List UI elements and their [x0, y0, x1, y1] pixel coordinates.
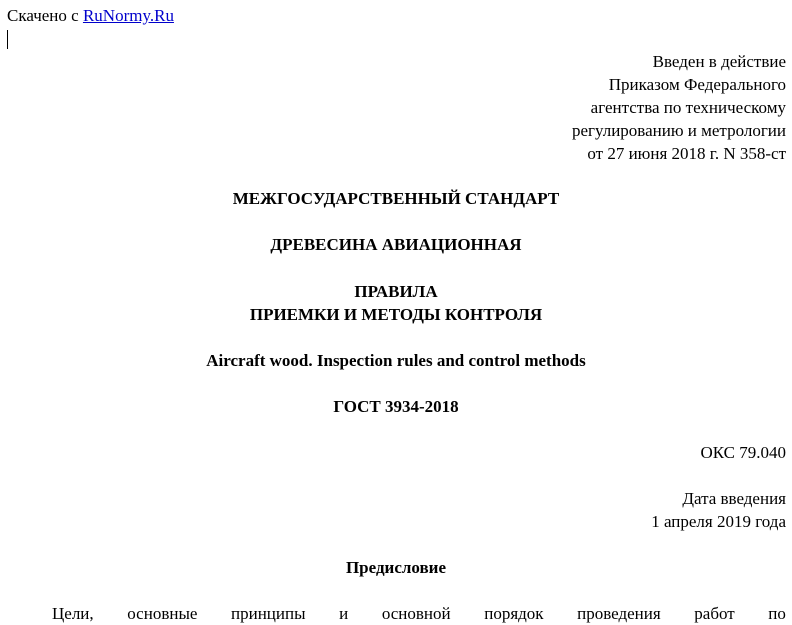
source-link[interactable]: RuNormy.Ru — [82, 6, 174, 25]
enactment-line-2: Приказом Федерального — [608, 75, 786, 94]
oks-code: ОКС 79.040 — [700, 443, 786, 462]
title-main: ДРЕВЕСИНА АВИАЦИОННАЯ — [270, 235, 522, 254]
title-english: Aircraft wood. Inspection rules and control methods — [206, 351, 586, 370]
preface-word: основные — [127, 604, 198, 623]
enactment-line-5: от 27 июня 2018 г. N 358-ст — [587, 144, 786, 163]
preface-first-line — [52, 604, 786, 624]
preface-word: и — [339, 604, 349, 623]
enactment-line-4: регулированию и метрологии — [571, 121, 786, 140]
source-prefix: Скачено с — [7, 6, 79, 25]
title-sub-line-1: ПРАВИЛА — [354, 282, 438, 301]
enactment-line-3: агентства по техническому — [590, 98, 786, 117]
title-sub-line-2: ПРИЕМКИ И МЕТОДЫ КОНТРОЛЯ — [249, 305, 543, 324]
enactment-line-1: Введен в действие — [652, 52, 786, 71]
preface-word: по — [768, 604, 786, 623]
preface-word: порядок — [484, 604, 544, 623]
preface-word: работ — [694, 604, 735, 623]
preface-word: проведения — [577, 604, 661, 623]
preface-word: Цели, — [52, 604, 94, 623]
standard-type-heading: МЕЖГОСУДАРСТВЕННЫЙ СТАНДАРТ — [232, 189, 560, 208]
intro-date-label: Дата введения — [682, 489, 786, 508]
preface-word: принципы — [231, 604, 306, 623]
preface-heading: Предисловие — [345, 558, 447, 577]
gost-number: ГОСТ 3934-2018 — [333, 397, 459, 416]
intro-date-value: 1 апреля 2019 года — [651, 512, 786, 531]
preface-word: основной — [381, 604, 451, 623]
text-cursor — [7, 30, 8, 49]
source-line — [7, 6, 174, 26]
